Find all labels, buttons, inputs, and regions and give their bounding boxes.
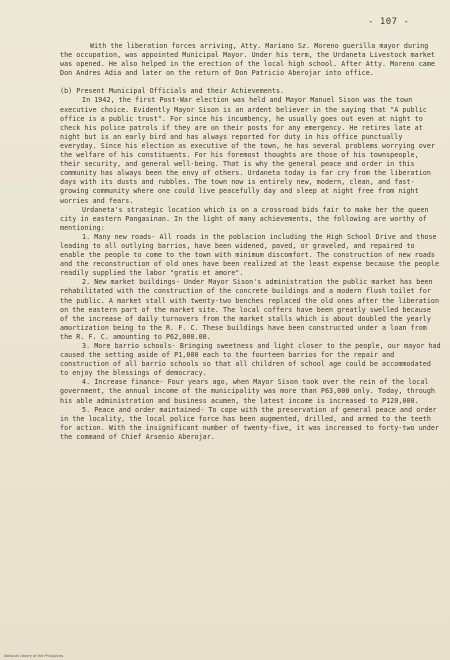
achievement-finance: 4. Increase finance- Four years ago, when Mayor Sison took over the rein of the local government, the annual income of the municipality was more than P63,000 only. Today, through his able administration and business acumen, the latest income is increased to P120,000. [60, 378, 436, 405]
section-heading: (b) Present Municipal Officials and their Achievements. [60, 87, 285, 96]
document-body [60, 42, 442, 442]
achievement-peace-order: 5. Peace and order maintained- To cope with the preservation of general peace and order in the locality, the local police force has been augmented, drilled, and armed to the teeth for action. With the insignificant number of twenty-five, it was increased to forty-two under the command of Chief Arsenio Aberojar. [60, 405, 440, 441]
paragraph-strategic-location: Urdaneta's strategic location which is on a crossroad bids fair to make her the queen city in eastern Pangasinan. In the light of many achievements, the following are worthy of mentioning: [60, 205, 429, 232]
achievement-market: 2. New market buildings- Under Mayor Sison's administration the public market has been rehabilitated with the construction of the concrete buildings and a modern flush toilet for the public. A market stall with twenty-two benches replaced the old ones after the liberation on the eastern part of the market site. The local coffers have been greatly swelled because of the increase of daily turnovers from the market stalls which is about doubled the yearly amortization being to the R. F. C. These buildings have been constructed under a loan from the R. F. C. amounting to P62,000.00. [60, 278, 440, 341]
page-number: - 107 - [368, 17, 410, 27]
paragraph-mayor-sison: In 1942, the first Post-War election was held and Mayor Manuel Sison was the town executive choice. Evidently Mayor Sison is an ardent believer in the saying that "A public office is a public trust". For since his incumbency, he usually goes out even at night to check his police patrols if they are on their posts for any emergency. He retires late at night but is an early bird and has always reported for duty in his office punctually everyday. Since his election as executive of the town, he has several problems worrying over the welfare of his constituents. For his foremost thoughts are those of his townspeople, their security, and general well-being. That is why the general peace and order in this community has always been the envy of others. Urdaneta today is far cry from the liberation days with its dusts and rubbles. The town now is entirely new, modern, clean, and fast-growing community where one could live peacefully day and sleep at night free from night worries and fears. [60, 96, 436, 205]
achievement-schools: 3. More barrio schools- Bringing sweetness and light closer to the people, our mayor had caused the setting aside of P1,000 each to the fourteen barrios for the repair and construction of all barrio schools so that all children of school age could be accommodated to enjoy the blessings of democracy. [60, 342, 441, 378]
paragraph-liberation: With the liberation forces arriving, Atty. Mariano Sz. Moreno guerilla mayor during the occupation, was appointed Municipal Mayor. Under his term, the Urdaneta Livestock market was opened. He also helped in the erection of the local high school. After Atty. Moreno came Don Andres Adia and later on the return of Don Patricio Aberojar into office. [60, 42, 436, 78]
achievement-roads: 1. Many new roads- All roads in the poblacion including the High School Drive and those leading to all outlying barrios, have been widened, paved, or graveled, and repaired to enable the people to come to the town with minimum discomfort. The construction of new roads and the reconstruction of old ones have been realized at the least expense because the people readily supplied the labor "gratis et amore". [60, 232, 440, 278]
footer-credit: National Library of the Philippines [4, 654, 64, 658]
